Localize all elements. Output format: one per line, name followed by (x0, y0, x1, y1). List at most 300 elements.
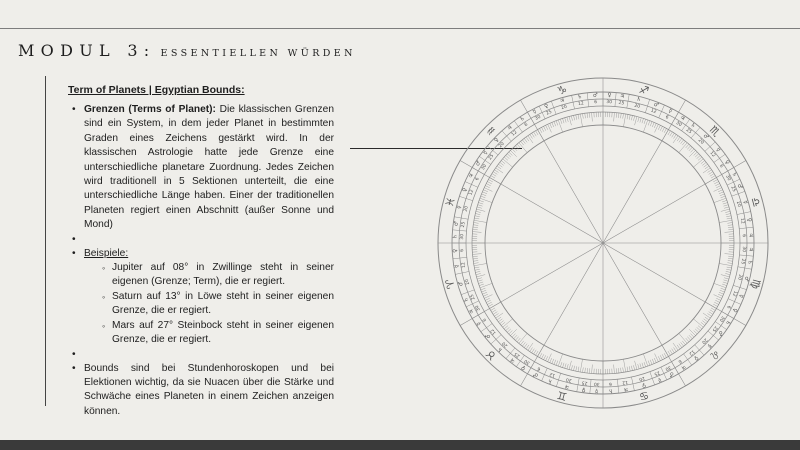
degree-tick (670, 350, 673, 354)
bound-ruler-glyph: ♂ (474, 160, 483, 168)
bound-ruler-glyph: ♄ (635, 96, 642, 104)
degree-tick (491, 308, 495, 311)
degree-tick (589, 368, 590, 373)
degree-tick (721, 209, 730, 211)
bound-degree-label: 25 (460, 221, 467, 228)
degree-tick (592, 365, 593, 374)
degree-tick (528, 136, 533, 143)
degree-tick (587, 113, 588, 118)
degree-tick (497, 317, 501, 320)
degree-tick (576, 366, 577, 371)
degree-tick (532, 349, 535, 353)
bound-ruler-glyph: ♄ (608, 387, 614, 394)
degree-tick (722, 200, 727, 202)
bound-degree-label: 25 (684, 127, 693, 136)
degree-tick (476, 273, 481, 274)
degree-tick (473, 261, 478, 262)
degree-tick (510, 329, 516, 335)
bound-ruler-glyph: ♀ (452, 248, 459, 253)
degree-tick (703, 168, 710, 173)
degree-tick (701, 161, 705, 164)
degree-tick (644, 119, 646, 124)
degree-tick (672, 133, 675, 137)
bound-degree-label: 30 (460, 233, 466, 240)
degree-tick (722, 284, 727, 286)
degree-tick (515, 146, 518, 150)
degree-tick (486, 300, 490, 302)
degree-tick (550, 358, 552, 363)
degree-tick (569, 361, 571, 370)
degree-tick (482, 290, 487, 292)
zodiac-sign-glyph: ♒ (483, 123, 500, 140)
degree-tick (714, 283, 726, 287)
degree-tick (662, 345, 669, 356)
bound-ruler-glyph: ☿ (532, 108, 538, 116)
degree-tick (726, 216, 731, 217)
degree-tick (677, 137, 680, 141)
degree-tick (554, 360, 556, 365)
degree-tick (473, 225, 478, 226)
degree-tick (487, 182, 491, 184)
degree-tick (500, 321, 504, 324)
degree-tick (643, 354, 647, 366)
degree-tick (504, 326, 508, 329)
degree-tick (521, 141, 524, 145)
bound-ruler-glyph: ♂ (742, 275, 750, 282)
bound-ruler-glyph: ♂ (484, 332, 493, 340)
degree-tick (578, 114, 579, 119)
bound-ruler-glyph: ♂ (701, 133, 710, 141)
degree-tick (721, 288, 726, 290)
example-item: ◦ Jupiter auf 08° in Zwillinge steht in seiner eigenen (Grenze; Term), die er regiert. (102, 261, 334, 290)
bound-ruler-glyph: ♂ (532, 370, 540, 379)
degree-tick (477, 278, 482, 279)
bound-ruler-glyph: ☿ (454, 263, 461, 269)
section-heading: Term of Planets | Egyptian Bounds: (68, 84, 245, 96)
bound-degree-label: 20 (565, 376, 573, 383)
degree-tick (480, 198, 492, 202)
bullet-grenzen-term: Grenzen (Terms of Planet): (84, 104, 216, 115)
degree-tick (687, 337, 690, 341)
degree-tick (629, 115, 630, 120)
degree-tick (728, 256, 733, 257)
degree-tick (490, 178, 501, 185)
degree-tick (524, 138, 527, 142)
degree-tick (506, 327, 510, 330)
degree-tick (475, 271, 480, 272)
degree-tick (496, 313, 503, 318)
bound-degree-label: 12 (708, 150, 716, 159)
degree-tick (638, 364, 639, 369)
degree-tick (705, 178, 716, 185)
bound-separator (645, 99, 649, 112)
degree-tick (514, 147, 517, 151)
degree-tick (486, 184, 490, 186)
degree-tick (725, 273, 730, 274)
bound-ruler-glyph: ♀ (730, 306, 739, 314)
degree-tick (673, 343, 678, 350)
bound-ruler-glyph: ♃ (747, 246, 754, 253)
degree-tick (558, 354, 562, 366)
bound-degree-label: 30 (740, 246, 746, 253)
degree-tick (474, 223, 479, 224)
degree-tick (507, 154, 511, 157)
degree-tick (650, 122, 652, 127)
degree-tick (715, 300, 719, 302)
bound-ruler-glyph: ♃ (623, 385, 629, 393)
degree-tick (504, 157, 508, 160)
degree-tick (552, 122, 554, 127)
bound-degree-label: 6 (664, 114, 670, 121)
degree-tick (689, 150, 695, 156)
degree-tick (556, 121, 558, 126)
bound-degree-label: 25 (513, 350, 522, 359)
degree-tick (686, 338, 689, 342)
degree-tick (710, 310, 714, 313)
bound-degree-label: 20 (633, 103, 641, 110)
degree-tick (544, 126, 546, 130)
degree-tick (707, 170, 711, 173)
bound-degree-label: 30 (717, 314, 726, 323)
degree-tick (498, 164, 502, 167)
bound-degree-label: 12 (510, 130, 519, 138)
degree-tick (713, 179, 717, 181)
degree-tick (550, 123, 552, 128)
degree-tick (673, 347, 676, 351)
bound-degree-label: 6 (460, 248, 466, 252)
degree-tick (660, 355, 662, 359)
degree-tick (621, 368, 622, 373)
degree-tick (556, 361, 558, 366)
bound-ruler-glyph: ♄ (546, 377, 554, 385)
bound-separator (705, 142, 715, 151)
degree-tick (509, 331, 513, 334)
degree-tick (726, 269, 731, 270)
bound-ruler-glyph: ♄ (689, 122, 697, 130)
degree-tick (497, 166, 501, 169)
bound-degree-label: 20 (696, 138, 705, 146)
degree-tick (492, 174, 496, 177)
bound-degree-label: 12 (549, 370, 557, 378)
degree-tick (616, 368, 617, 373)
bound-ruler-glyph: ♂ (457, 280, 465, 287)
degree-tick (475, 216, 480, 217)
degree-tick (728, 225, 733, 226)
degree-tick (720, 290, 725, 292)
degree-tick (536, 131, 539, 135)
bound-ruler-glyph: ☿ (705, 342, 713, 349)
title-main: MODUL 3: (18, 41, 156, 60)
degree-tick (522, 342, 525, 346)
degree-tick (473, 258, 478, 259)
degree-tick (474, 263, 479, 264)
degree-tick (473, 227, 478, 228)
example-item: ◦ Saturn auf 13° in Löwe steht in seiner eigenen Grenze, die er regiert. (102, 290, 334, 319)
degree-tick (679, 138, 682, 142)
bound-degree-label: 20 (464, 278, 472, 286)
degree-tick (689, 335, 692, 339)
degree-tick (705, 317, 709, 320)
degree-tick (705, 166, 709, 169)
bound-degree-label: 20 (463, 205, 470, 213)
bound-degree-label: 25 (653, 369, 661, 377)
bound-ruler-glyph: ♃ (619, 93, 626, 101)
bound-degree-label: 30 (523, 357, 532, 366)
degree-tick (583, 367, 584, 372)
degree-tick (536, 351, 539, 355)
degree-tick (695, 329, 699, 332)
bound-ruler-glyph: ♃ (679, 362, 688, 371)
degree-tick (493, 312, 497, 315)
degree-tick (521, 341, 524, 345)
bound-degree-label: 20 (736, 273, 743, 281)
degree-tick (560, 362, 562, 367)
bound-degree-label: 30 (593, 380, 600, 386)
degree-tick (687, 146, 690, 150)
degree-tick (672, 349, 675, 353)
degree-tick (517, 338, 520, 342)
bound-degree-label: 6 (717, 163, 724, 170)
bound-ruler-glyph: ♄ (452, 233, 459, 240)
bound-ruler-glyph: ☿ (741, 199, 749, 205)
degree-tick (711, 308, 715, 311)
degree-tick (538, 130, 545, 141)
degree-tick (648, 361, 650, 366)
degree-tick (727, 218, 732, 219)
degree-tick (558, 120, 562, 132)
degree-tick (515, 337, 518, 341)
degree-tick (578, 367, 579, 372)
degree-tick (681, 140, 684, 144)
degree-tick (571, 116, 572, 121)
degree-tick (714, 302, 718, 304)
bound-degree-label: 12 (738, 217, 745, 225)
bound-ruler-glyph: ♀ (607, 92, 612, 99)
bound-degree-label: 25 (545, 109, 553, 117)
degree-tick (691, 149, 694, 153)
degree-tick (476, 209, 485, 211)
bound-separator (659, 105, 665, 118)
degree-tick (526, 345, 529, 349)
degree-tick (583, 114, 584, 119)
wheel-dynamic-layer (438, 78, 768, 408)
degree-tick (673, 134, 676, 138)
degree-tick (623, 114, 625, 127)
degree-tick (478, 205, 483, 206)
degree-tick (701, 322, 705, 325)
degree-tick (494, 313, 498, 316)
bound-degree-label: 6 (676, 357, 683, 364)
bound-ruler-glyph: ♂ (652, 101, 660, 109)
zodiac-sign-glyph: ♎ (748, 195, 764, 209)
zodiac-sign-glyph: ♏ (706, 123, 723, 140)
degree-tick (480, 283, 492, 287)
bound-separator (733, 285, 746, 289)
bound-degree-label: 30 (474, 304, 482, 312)
degree-tick (589, 113, 590, 118)
degree-tick (723, 280, 728, 281)
degree-tick (631, 366, 632, 371)
degree-tick (686, 144, 689, 148)
bound-degree-label: 6 (594, 100, 598, 106)
degree-tick (728, 227, 733, 228)
degree-tick (474, 218, 479, 219)
degree-tick (539, 353, 541, 357)
zodiac-sign-glyph: ♐ (637, 82, 651, 98)
degree-tick (719, 220, 732, 222)
bound-ruler-glyph: ♃ (468, 307, 476, 315)
degree-tick (482, 292, 487, 294)
degree-tick (724, 278, 729, 279)
degree-tick (522, 140, 525, 144)
zodiac-sign-glyph: ♑ (555, 82, 569, 98)
degree-tick (643, 120, 647, 132)
degree-tick (481, 196, 486, 198)
degree-tick (710, 174, 714, 177)
degree-tick (580, 359, 582, 372)
degree-tick (492, 310, 496, 313)
bound-ruler-glyph: ♄ (463, 296, 471, 303)
degree-tick (494, 170, 498, 173)
bound-ruler-glyph: ☿ (475, 320, 483, 327)
bound-ruler-glyph: ♀ (520, 363, 528, 372)
degree-tick (483, 190, 488, 192)
bound-degree-label: 25 (729, 185, 737, 193)
degree-tick (587, 368, 588, 373)
degree-tick (670, 132, 673, 136)
degree-tick (697, 327, 701, 330)
degree-tick (560, 119, 562, 124)
degree-tick (695, 154, 699, 157)
degree-tick (627, 114, 628, 119)
bound-ruler-glyph: ♃ (467, 172, 476, 180)
degree-tick (475, 214, 480, 215)
bound-degree-label: 25 (487, 153, 496, 162)
bound-degree-label: 12 (621, 378, 629, 385)
degree-tick (488, 304, 492, 306)
degree-tick (473, 232, 482, 233)
degree-tick (714, 198, 726, 202)
degree-tick (664, 353, 666, 357)
degree-tick (614, 365, 615, 374)
degree-tick (474, 263, 487, 265)
degree-tick (719, 292, 724, 294)
degree-tick (725, 254, 734, 255)
degree-tick (592, 113, 593, 122)
bound-degree-label: 25 (739, 258, 746, 265)
degree-tick (727, 223, 732, 224)
degree-tick (679, 344, 682, 348)
bound-ruler-glyph: ♄ (496, 345, 505, 353)
degree-tick (475, 269, 480, 270)
zodiac-sign-glyph: ♍ (748, 277, 764, 291)
degree-tick (490, 302, 501, 309)
bound-ruler-glyph: ♃ (506, 124, 514, 133)
bound-degree-label: 20 (498, 141, 506, 150)
degree-tick (473, 229, 478, 230)
bound-degree-label: 30 (606, 100, 613, 106)
bound-separator (732, 191, 745, 196)
degree-tick (501, 161, 505, 164)
degree-tick (638, 117, 639, 122)
bound-separator (556, 373, 560, 386)
degree-tick (702, 162, 706, 165)
degree-tick (707, 313, 711, 316)
degree-tick (479, 200, 484, 202)
degree-tick (493, 172, 497, 175)
bound-separator (650, 372, 655, 385)
bound-ruler-glyph: ☿ (456, 204, 464, 210)
degree-tick (567, 117, 568, 122)
degree-tick (714, 182, 718, 184)
degree-tick (725, 232, 734, 233)
degree-tick (478, 282, 483, 284)
degree-tick (718, 294, 723, 296)
degree-tick (721, 196, 726, 198)
bound-degree-label: 12 (730, 289, 738, 297)
degree-tick (662, 354, 664, 358)
bound-degree-label: 12 (649, 108, 657, 116)
bound-ruler-glyph: ♀ (723, 159, 731, 166)
degree-tick (526, 137, 529, 141)
bound-separator (461, 290, 474, 295)
zodiac-sign-glyph: ♓ (442, 195, 458, 209)
bound-degree-label: 20 (734, 200, 742, 208)
degree-tick (542, 354, 544, 358)
degree-tick (725, 211, 730, 212)
bound-ruler-glyph: ♀ (543, 103, 550, 111)
degree-tick (727, 263, 732, 264)
degree-tick (542, 127, 544, 131)
bound-degree-label: 6 (482, 316, 489, 323)
degree-tick (635, 361, 637, 370)
bound-ruler-glyph: ♀ (461, 187, 469, 194)
degree-tick (565, 118, 566, 123)
bound-ruler-glyph: ♄ (577, 93, 583, 101)
bound-ruler-glyph: ☿ (594, 387, 599, 394)
degree-tick (715, 184, 719, 186)
degree-tick (623, 359, 625, 372)
degree-tick (654, 358, 656, 363)
degree-tick (689, 329, 695, 335)
degree-tick (567, 364, 568, 369)
bound-degree-label: 6 (474, 176, 481, 182)
degree-tick (546, 125, 548, 129)
degree-tick (635, 116, 637, 125)
degree-tick (698, 326, 702, 329)
bound-degree-label: 30 (534, 114, 542, 122)
degree-tick (501, 322, 505, 325)
bound-degree-label: 30 (674, 120, 683, 129)
bound-degree-label: 12 (490, 327, 498, 336)
degree-tick (633, 116, 634, 121)
bound-ruler-glyph: ♂ (735, 183, 743, 190)
degree-tick (726, 271, 731, 272)
degree-tick (662, 130, 669, 141)
bound-ruler-glyph: ☿ (667, 108, 673, 116)
degree-tick (500, 162, 504, 165)
bound-degree-label: 20 (560, 104, 568, 112)
bound-degree-label: 30 (480, 163, 489, 172)
degree-tick (689, 147, 692, 151)
degree-tick (487, 302, 491, 304)
bound-degree-label: 25 (618, 100, 625, 107)
degree-tick (677, 345, 680, 349)
degree-tick (728, 229, 733, 230)
degree-tick (723, 203, 728, 205)
bound-ruler-glyph: ♃ (564, 382, 571, 390)
degree-tick (673, 136, 678, 143)
